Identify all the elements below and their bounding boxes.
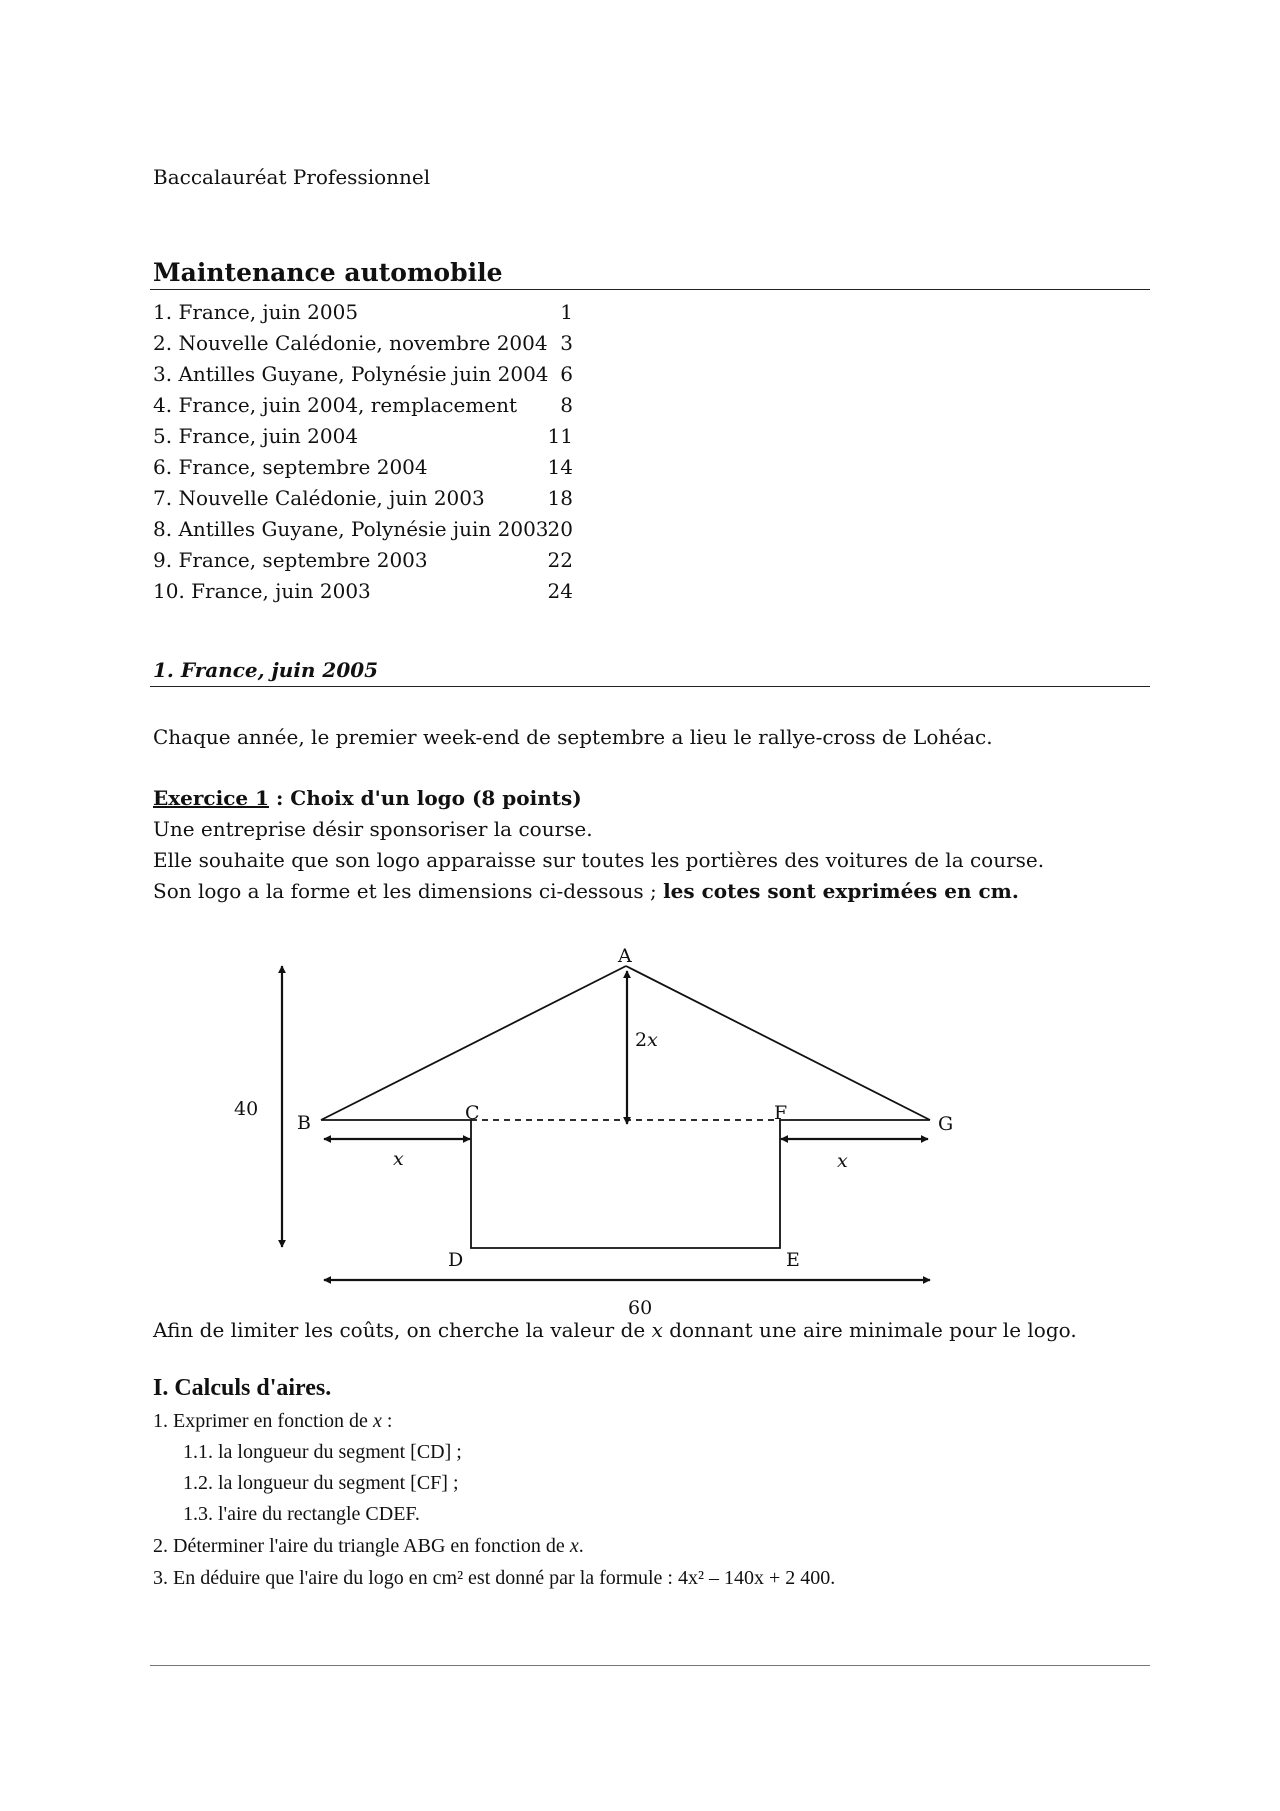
document-title: Maintenance automobile [153, 258, 503, 287]
q3-start: 3. En déduire que l'aire du logo en cm² est donné par la formule : [153, 1567, 678, 1589]
rectangle-cdef [471, 1120, 780, 1248]
intro-text: Chaque année, le premier week-end de septembre a lieu le rallye-cross de Lohéac. [153, 725, 993, 749]
toc-label: 7. Nouvelle Calédonie, juin 2003 [153, 486, 485, 510]
question-3 [153, 1567, 835, 1590]
question-1-2: 1.2. la longueur du segment [CF] ; [183, 1472, 459, 1494]
point-label-e: E [786, 1249, 800, 1271]
goal-start: Afin de limiter les coûts, on cherche la valeur de [153, 1318, 652, 1342]
toc-page: 14 [547, 455, 573, 479]
exercise-label: Exercice 1 [153, 786, 269, 810]
point-label-c: C [465, 1102, 480, 1124]
toc-label: 2. Nouvelle Calédonie, novembre 2004 [153, 331, 548, 355]
toc-label: 3. Antilles Guyane, Polynésie juin 2004 [153, 362, 549, 386]
toc-page: 20 [547, 517, 573, 541]
dim-label-2x [635, 1029, 658, 1051]
point-label-g: G [938, 1113, 954, 1135]
toc-page: 8 [560, 393, 573, 417]
point-label-f: F [774, 1102, 788, 1124]
q1-end: : [381, 1410, 393, 1432]
q3-formula: 4x² – 140x + 2 400. [678, 1567, 836, 1589]
question-1-3: 1.3. l'aire du rectangle CDEF. [183, 1503, 420, 1525]
dim-label-60: 60 [628, 1297, 653, 1319]
footer-rule [150, 1665, 1150, 1666]
goal-text [153, 1318, 1077, 1342]
dim-label-40: 40 [234, 1098, 259, 1120]
toc-label: 8. Antilles Guyane, Polynésie juin 2003 [153, 517, 549, 541]
dim-label-x-left: x [393, 1148, 404, 1170]
toc-page: 3 [560, 331, 573, 355]
goal-end: donnant une aire minimale pour le logo. [662, 1318, 1077, 1342]
toc-label: 4. France, juin 2004, remplacement [153, 393, 518, 417]
question-1-1: 1.1. la longueur du segment [CD] ; [183, 1441, 462, 1463]
toc-page: 22 [547, 548, 573, 572]
exercise-line-1: Une entreprise désir sponsoriser la course. [153, 817, 593, 841]
toc-label: 9. France, septembre 2003 [153, 548, 428, 572]
toc-label: 6. France, septembre 2004 [153, 455, 428, 479]
dim-label-2x-var: x [647, 1029, 658, 1051]
exercise-line-3-bold: les cotes sont exprimées en cm. [663, 879, 1019, 903]
document-header: Baccalauréat Professionnel [153, 165, 431, 189]
q1-start: 1. Exprimer en fonction de [153, 1410, 373, 1432]
dim-label-x-right: x [837, 1150, 848, 1172]
calc-title: I. Calculs d'aires. [153, 1375, 332, 1401]
exercise-line-2: Elle souhaite que son logo apparaisse sur toutes les portières des voitures de la course. [153, 848, 1045, 872]
toc-label: 5. France, juin 2004 [153, 424, 359, 448]
point-label-b: B [297, 1112, 311, 1134]
toc-page: 1 [560, 300, 573, 324]
point-label-d: D [448, 1249, 464, 1271]
toc-page: 18 [547, 486, 573, 510]
toc-page: 24 [547, 579, 573, 603]
question-2 [153, 1535, 584, 1558]
exercise-line-3-start: Son logo a la forme et les dimensions ci-dessous ; [153, 879, 664, 903]
toc-page: 6 [560, 362, 573, 386]
toc-label: 1. France, juin 2005 [153, 300, 359, 324]
segment-ab [321, 966, 626, 1120]
q2-var: x [569, 1535, 579, 1557]
q2-start: 2. Déterminer l'aire du triangle ABG en fonction de [153, 1535, 570, 1557]
toc-page: 11 [547, 424, 573, 448]
segment-ag [626, 966, 930, 1120]
exercise-title-rest: : Choix d'un logo (8 points) [269, 786, 582, 810]
goal-var: x [651, 1318, 663, 1342]
point-label-a: A [618, 945, 632, 967]
section-title: 1. France, juin 2005 [153, 658, 379, 682]
q2-end: . [578, 1535, 584, 1557]
dim-label-2x-num: 2 [635, 1029, 648, 1051]
toc-label: 10. France, juin 2003 [153, 579, 371, 603]
q1-var: x [372, 1410, 382, 1432]
question-1 [153, 1410, 392, 1433]
